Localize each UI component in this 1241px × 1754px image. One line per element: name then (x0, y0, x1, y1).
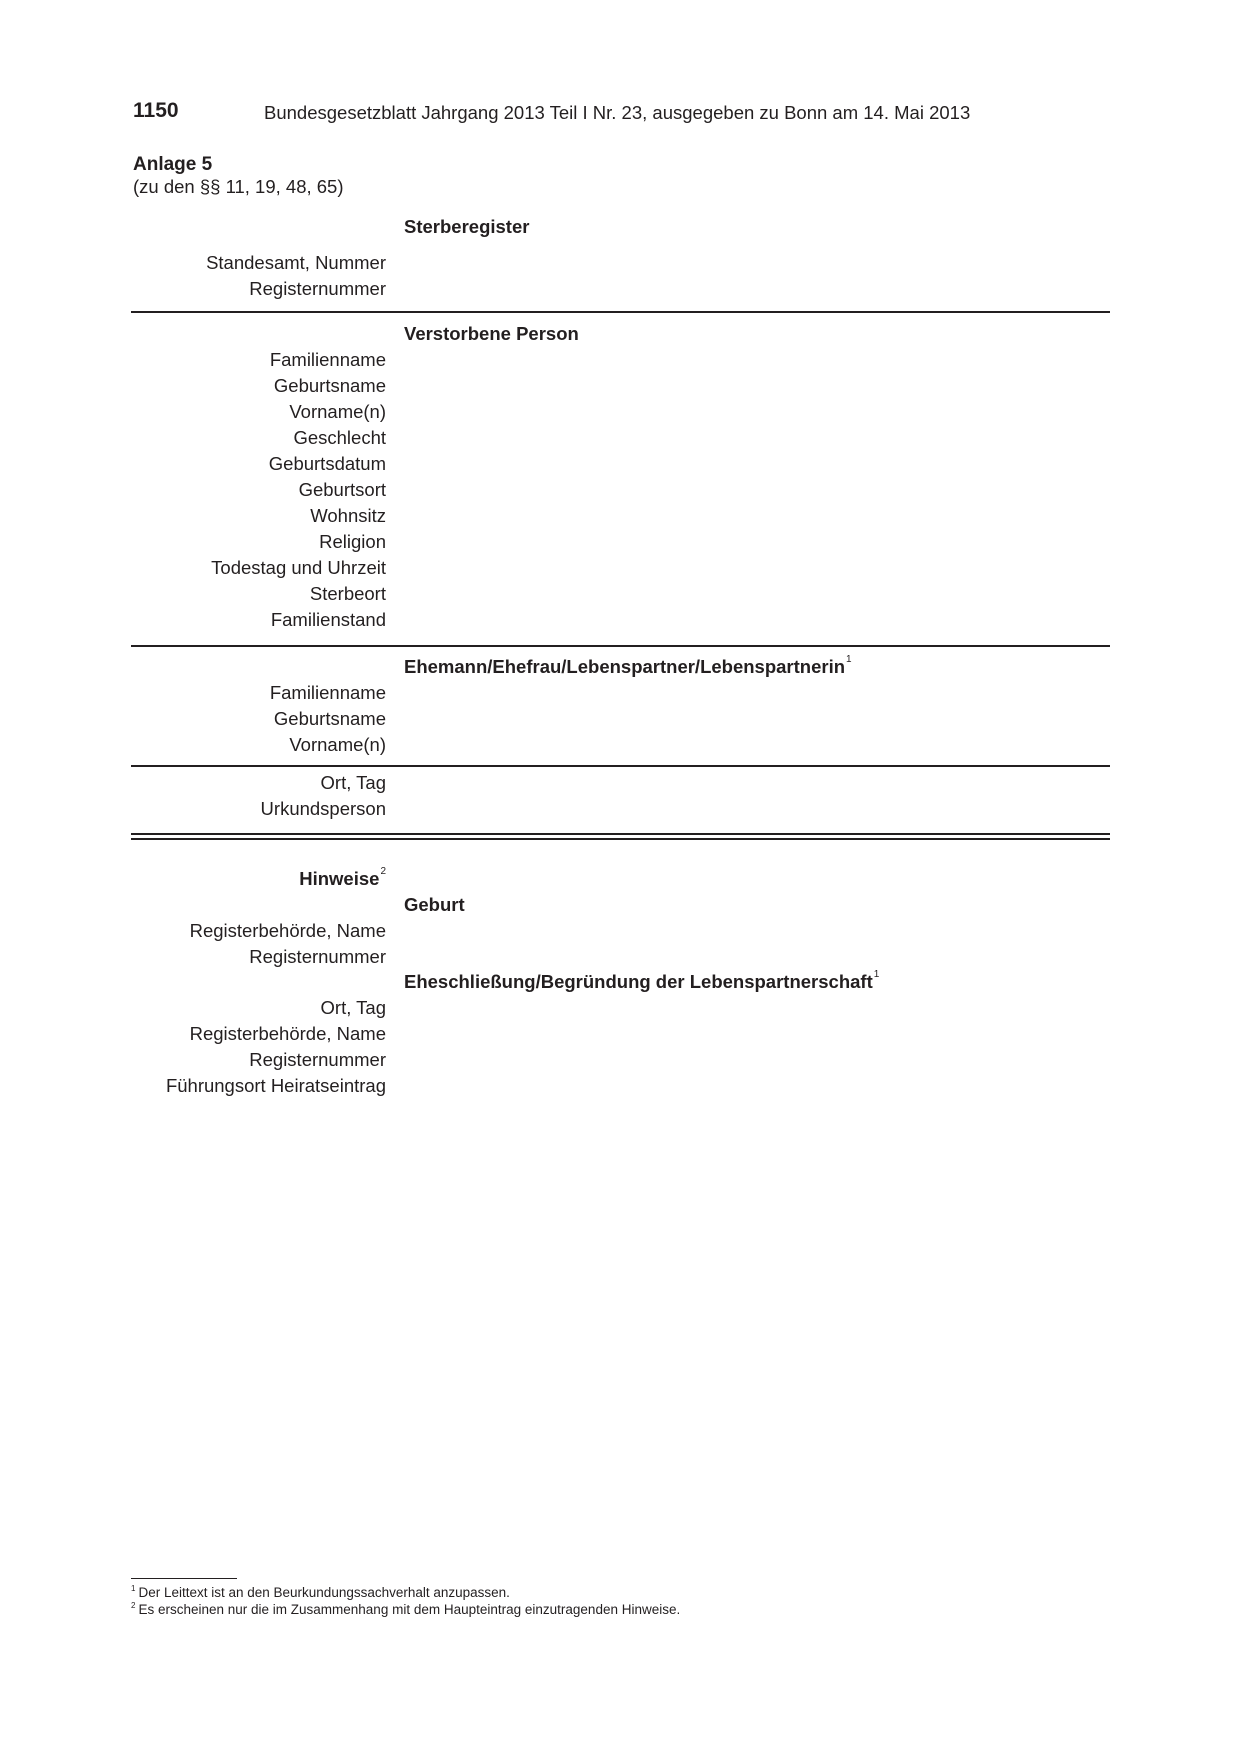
page-number: 1150 (133, 99, 179, 122)
field-label: Geburtsname (273, 708, 386, 729)
field-label: Sterbeort (309, 583, 386, 604)
footnote-separator (131, 1578, 237, 1579)
section-title-spouse: Ehemann/Ehefrau/Lebenspartner/Lebenspartnerin$^1$ (404, 654, 852, 677)
footnote: $^1$ Der Leittext ist an den Beurkundungssachverhalt anzupassen. (131, 1584, 510, 1600)
field-label: Registernummer (249, 1049, 386, 1070)
field-label: Registerbehörde, Name (189, 1023, 386, 1044)
field-label: Registernummer (249, 946, 386, 967)
field-label: Geschlecht (293, 427, 386, 448)
field-label: Familienname (269, 349, 386, 370)
field-label: Wohnsitz (310, 505, 386, 526)
footnote-ref: 2 (380, 866, 386, 877)
field-label: Führungsort Heiratseintrag (165, 1075, 386, 1096)
field-label: Geburtsort (298, 479, 386, 500)
field-label: Vorname(n) (289, 734, 386, 755)
running-title: Bundesgesetzblatt Jahrgang 2013 Teil I Nr. 23, ausgegeben zu Bonn am 14. Mai 2013 (264, 102, 971, 123)
field-label: Registerbehörde, Name (189, 920, 386, 941)
footnote-ref: 1 (873, 969, 880, 980)
field-label: Geburtsname (273, 375, 386, 396)
field-label: Geburtsdatum (268, 453, 386, 474)
section-title-notes: Hinweise$^2$ (299, 866, 386, 889)
footnote-ref: 1 (846, 654, 852, 665)
double-rule-bottom (131, 838, 1110, 840)
field-label: Ort, Tag (320, 772, 386, 793)
field-label: Standesamt, Nummer (206, 252, 386, 273)
section-divider (131, 765, 1110, 767)
double-rule-top (131, 833, 1110, 835)
field-label: Vorname(n) (289, 401, 386, 422)
field-label: Familienname (269, 682, 386, 703)
footnote: $^2$ Es erscheinen nur die im Zusammenhang mit dem Haupteintrag einzutragenden Hinweise. (131, 1601, 681, 1617)
subsection-title-marriage: Eheschließung/Begründung der Lebenspartnerschaft$^1$ (404, 969, 880, 992)
field-label: Registernummer (249, 278, 386, 299)
annex-title: Anlage 5 (133, 154, 213, 175)
subsection-title-birth: Geburt (404, 894, 465, 915)
field-label: Ort, Tag (320, 997, 386, 1018)
section-title-deceased: Verstorbene Person (404, 323, 579, 344)
field-label: Religion (319, 531, 386, 552)
section-title-register: Sterberegister (404, 216, 530, 237)
annex-reference: (zu den §§ 11, 19, 48, 65) (133, 176, 344, 197)
section-divider (131, 645, 1110, 647)
field-label: Urkundsperson (260, 798, 386, 819)
field-label: Familienstand (270, 609, 386, 630)
section-divider (131, 311, 1110, 313)
field-label: Todestag und Uhrzeit (211, 557, 386, 578)
